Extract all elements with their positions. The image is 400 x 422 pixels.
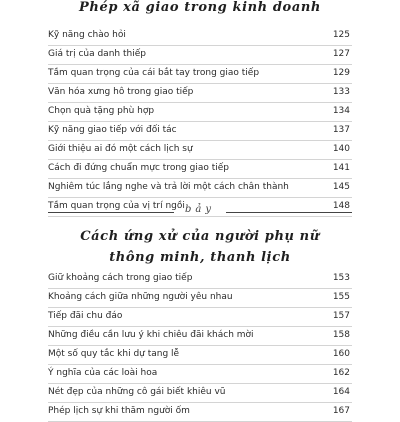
toc-entry-page: 125	[332, 30, 350, 40]
toc-entry[interactable]	[48, 403, 352, 422]
toc-entry-title: Nét đẹp của những cô gái biết khiêu vũ	[48, 387, 226, 397]
toc-entry-title: Chọn quà tặng phù hợp	[48, 106, 155, 116]
toc-entry-title: Tầm quan trọng của vị trí ngồi	[48, 201, 185, 211]
toc-entry-page: 167	[332, 406, 350, 416]
toc-entry[interactable]	[48, 327, 352, 346]
toc-entry-title: Phép lịch sự khi thăm người ốm	[48, 406, 190, 416]
toc-entry-title: Tiếp đãi chu đáo	[48, 311, 123, 321]
toc-entry[interactable]	[48, 84, 352, 103]
toc-entry-page: 160	[332, 349, 350, 359]
toc-entry[interactable]	[48, 179, 352, 198]
toc-entry-title: Ý nghĩa của các loài hoa	[48, 368, 158, 378]
toc-entry[interactable]	[48, 365, 352, 384]
toc-entry-title: Một số quy tắc khi dự tang lễ	[48, 349, 180, 359]
toc-entry-title: Kỹ năng giao tiếp với đối tác	[48, 125, 177, 135]
toc-entry-page: 129	[332, 68, 350, 78]
toc-entry[interactable]	[48, 141, 352, 160]
toc-entry-title: Nghiêm túc lắng nghe và trả lời một cách chân thành	[48, 182, 289, 192]
toc-entry-title: Kỹ năng chào hỏi	[48, 30, 126, 40]
toc-entry-title: Giới thiệu ai đó một cách lịch sự	[48, 144, 193, 154]
toc-entry-title: Giá trị của danh thiếp	[48, 49, 146, 59]
toc-entry[interactable]	[48, 27, 352, 46]
toc-entry-page: 137	[332, 125, 350, 135]
toc-entry-page: 153	[332, 273, 350, 283]
toc-entry[interactable]	[48, 384, 352, 403]
toc-entry-title: Văn hóa xưng hô trong giao tiếp	[48, 87, 194, 97]
toc-entry[interactable]	[48, 270, 352, 289]
toc-entry-title: Cách đi đứng chuẩn mực trong giao tiếp	[48, 163, 229, 173]
toc-entry[interactable]	[48, 160, 352, 179]
toc-entry-page: 158	[332, 330, 350, 340]
toc-entry-title: Những điều cần lưu ý khi chiêu đãi khách mời	[48, 330, 254, 340]
toc-entry-page: 157	[332, 311, 350, 321]
toc-entry[interactable]	[48, 122, 352, 141]
toc-entry-title: Khoảng cách giữa những người yêu nhau	[48, 292, 233, 302]
toc-entry-page: 164	[332, 387, 350, 397]
toc-entry-page: 155	[332, 292, 350, 302]
toc-entry-page: 162	[332, 368, 350, 378]
toc-entry-title: Tầm quan trọng của cái bắt tay trong giao tiếp	[48, 68, 260, 78]
chapter-label: bảy	[184, 204, 215, 215]
toc-list-business-etiquette	[48, 27, 352, 217]
toc-entry-page: 141	[332, 163, 350, 173]
toc-entry-page: 127	[332, 49, 350, 59]
toc-entry[interactable]	[48, 346, 352, 365]
section-title-line-2: thông minh, thanh lịch	[109, 250, 291, 265]
section-title-business-etiquette: Phép xã giao trong kinh doanh	[79, 0, 321, 15]
section-title-womens-conduct	[0, 226, 400, 268]
toc-entry[interactable]	[48, 289, 352, 308]
toc-entry[interactable]	[48, 103, 352, 122]
toc-entry-title: Giữ khoảng cách trong giao tiếp	[48, 273, 193, 283]
toc-entry-page: 148	[332, 201, 350, 211]
toc-entry-page: 145	[332, 182, 350, 192]
toc-list-womens-conduct	[48, 270, 352, 422]
toc-entry[interactable]	[48, 46, 352, 65]
toc-entry-page: 134	[332, 106, 350, 116]
toc-entry-page: 140	[332, 144, 350, 154]
toc-entry-page: 133	[332, 87, 350, 97]
section-title-line-1: Cách ứng xử của người phụ nữ	[80, 229, 320, 244]
toc-entry[interactable]	[48, 65, 352, 84]
toc-entry[interactable]	[48, 308, 352, 327]
chapter-divider-right	[226, 212, 352, 213]
